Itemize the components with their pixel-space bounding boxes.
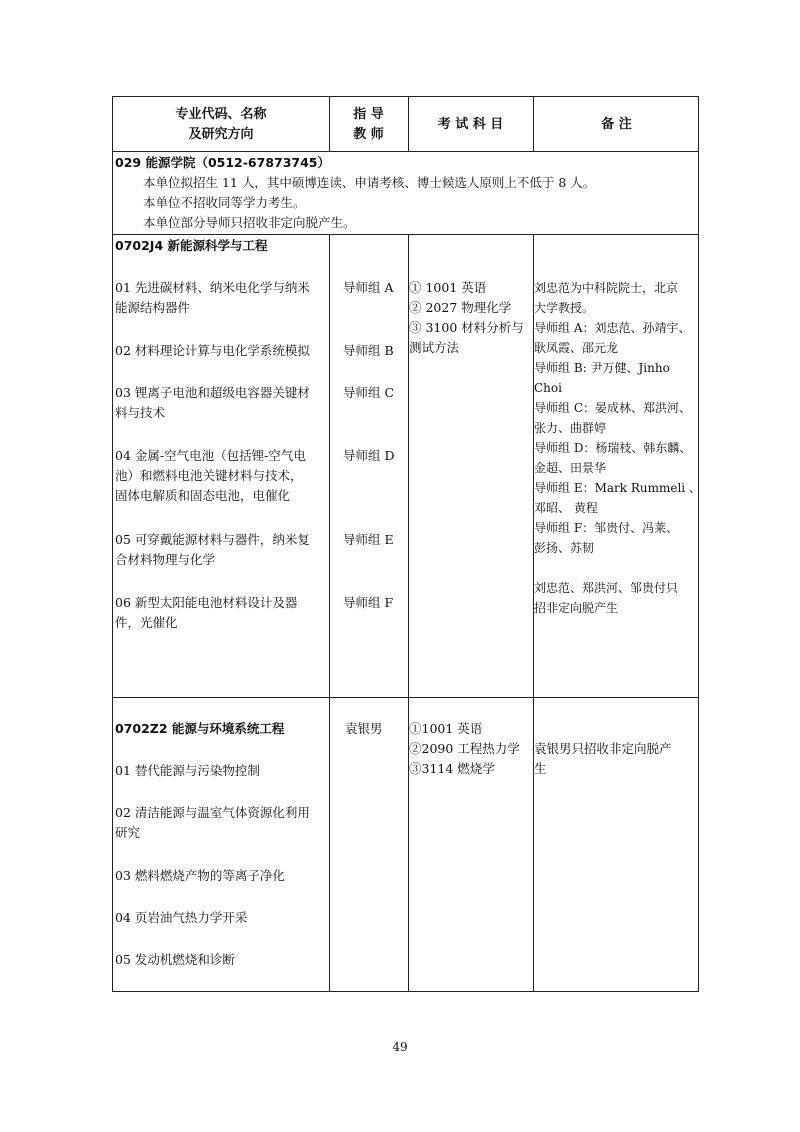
exam-item: ③3114 燃烧学 (409, 761, 495, 776)
direction-line: 研究 (115, 825, 141, 840)
direction-line: 05 可穿戴能源材料与器件，纳米复 (115, 532, 310, 547)
col-divider-1-body (329, 234, 330, 991)
direction-line: 固体电解质和固态电池，电催化 (115, 488, 291, 503)
remark-line: 导师组 A：刘忠范、孙靖宇、 (534, 321, 691, 335)
advisor-cell: 袁银男 (345, 721, 383, 736)
advisor-cell: 导师组 B (343, 343, 394, 358)
exam-list (409, 719, 520, 779)
advisor-cell: 导师组 F (343, 595, 394, 610)
school-note: 本单位不招收同等学力考生。 (143, 195, 306, 210)
page-number: 49 (392, 1040, 408, 1054)
direction-line: 06 新型太阳能电池材料设计及器 (115, 595, 298, 610)
advisor-cell: 导师组 D (343, 448, 395, 463)
header-major-line2: 及研究方向 (188, 127, 254, 142)
direction-line: 02 材料理论计算与电化学系统模拟 (115, 343, 310, 358)
advisor-cell: 导师组 C (343, 385, 395, 400)
admissions-table (112, 96, 699, 992)
direction-line: 合材料物理与化学 (115, 552, 216, 567)
remark-line: 彭扬、苏韧 (534, 541, 595, 555)
direction-line: 料与技术 (115, 405, 166, 420)
major-title: 0702J4 新能源科学与工程 (115, 238, 268, 253)
remarks-list (534, 278, 701, 618)
remark-line: 邓昭、 黄程 (534, 501, 598, 515)
remarks-list (534, 739, 672, 779)
exam-item: ① 1001 英语 (409, 280, 487, 295)
remark-line: Choi (534, 381, 562, 395)
remark-line: 生 (534, 761, 547, 776)
remark-line: 导师组 F：邹贵付、冯莱、 (534, 521, 679, 535)
direction-line: 01 替代能源与污染物控制 (115, 763, 260, 778)
remark-line: 导师组 B: 尹万健、Jinho (534, 361, 670, 375)
exam-item: 测试方法 (409, 340, 460, 355)
direction-line: 池）和燃料电池关键材料与技术， (115, 468, 303, 483)
direction-item (115, 593, 297, 633)
header-advisor-line1: 指 导 (353, 107, 384, 122)
direction-line: 04 页岩油气热力学开采 (115, 910, 248, 925)
remark-line: 耿凤霞、邵元龙 (534, 341, 619, 355)
remark-line: 袁银男只招收非定向脱产 (534, 741, 672, 756)
direction-line: 05 发动机燃烧和诊断 (115, 952, 235, 967)
header-remarks: 备 注 (601, 117, 632, 132)
school-divider (113, 234, 698, 235)
major-divider (113, 697, 698, 698)
school-note: 本单位拟招生 11 人，其中硕博连读、申请考核、博士候选人原则上不低于 8 人。 (143, 175, 596, 190)
remark-line: 导师组 D：杨瑞枝、韩东麟、 (534, 441, 692, 455)
direction-item (115, 950, 235, 970)
direction-line: 03 燃料燃烧产物的等离子净化 (115, 868, 285, 883)
remark-line: 大学教授。 (534, 301, 595, 315)
exam-list (409, 278, 524, 358)
header-exams: 考 试 科 目 (437, 117, 504, 132)
direction-line: 01 先进碳材料、纳米电化学与纳米 (115, 280, 310, 295)
remark-line: 金超、田景华 (534, 461, 607, 475)
major-title: 0702Z2 能源与环境系统工程 (115, 721, 285, 736)
direction-item (115, 446, 306, 506)
direction-item (115, 803, 310, 843)
advisor-cell: 导师组 A (343, 280, 394, 295)
school-note: 本单位部分导师只招收非定向脱产生。 (143, 215, 356, 230)
direction-item (115, 383, 310, 423)
direction-item (115, 866, 285, 886)
exam-item: ②2090 工程热力学 (409, 741, 520, 756)
exam-item: ③ 3100 材料分析与 (409, 320, 524, 335)
direction-line: 04 金属-空气电池（包括锂-空气电 (115, 448, 306, 463)
direction-item (115, 341, 310, 361)
header-major-line1: 专业代码、名称 (175, 107, 267, 122)
direction-item (115, 278, 310, 318)
advisor-cell: 导师组 E (343, 532, 394, 547)
direction-line: 能源结构器件 (115, 300, 191, 315)
exam-item: ①1001 英语 (409, 721, 483, 736)
direction-item (115, 530, 310, 570)
remark-line: 招非定向脱产生 (534, 601, 619, 615)
exam-item: ② 2027 物理化学 (409, 300, 512, 315)
header-advisor (329, 105, 408, 145)
direction-item (115, 761, 260, 781)
remark-line (534, 558, 701, 578)
remark-line: 导师组 E：Mark Rummeli 、 (534, 481, 701, 495)
direction-line: 02 清洁能源与温室气体资源化利用 (115, 805, 310, 820)
direction-line: 03 锂离子电池和超级电容器关键材 (115, 385, 310, 400)
header-major (113, 105, 329, 145)
direction-item (115, 908, 247, 928)
remark-line: 导师组 C：晏成林、郑洪河、 (534, 401, 691, 415)
remark-line: 刘忠范为中科院院士，北京 (534, 281, 679, 295)
header-advisor-line2: 教 师 (353, 127, 384, 142)
header-divider (113, 151, 698, 152)
remark-line: 刘忠范、郑洪河、邹贵付只 (534, 581, 679, 595)
school-title: 029 能源学院（0512-67873745） (115, 155, 331, 170)
remark-line: 张力、曲群婷 (534, 421, 607, 435)
direction-line: 件，光催化 (115, 615, 178, 630)
